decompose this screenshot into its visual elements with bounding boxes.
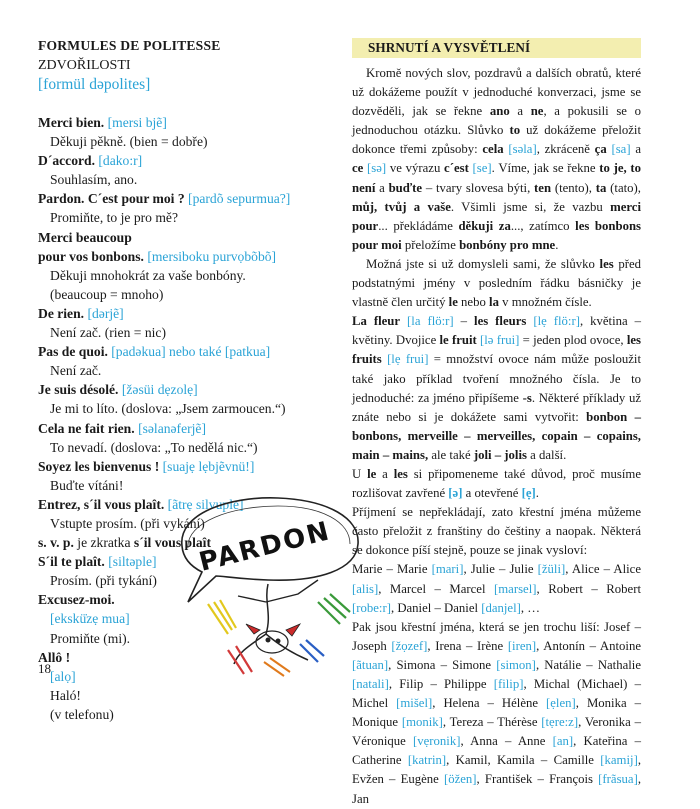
phrase-line: Pas de quoi. [padəkua] nebo také [patkua] (38, 344, 271, 360)
sign-text: PARDON (196, 516, 334, 578)
translation-line: Je mi to líto. (doslova: „Jsem zarmoucen.“) (50, 401, 286, 417)
translation-line: Prosím. (při tykání) (50, 573, 157, 589)
phrase-line: Je suis désolé. [žəsüi dẹzolẹ] (38, 382, 198, 398)
translation-line: Není zač. (50, 363, 102, 379)
phrase-line: Entrez, s´il vous plaît. [ãtrẹ silvuple] (38, 496, 244, 512)
translation-line: Není zač. (rien = nic) (50, 325, 166, 341)
ipa-line: [alọ] (50, 668, 76, 684)
translation-line: Haló! (50, 687, 81, 703)
paragraph: Pak jsou křestní jména, která se jen trochu liší: Josef – Joseph [žọzef], Irena – Irène [iren], Antonín – Antoine [ãtuan], Simona – Simone [simon], Natálie – Nathalie [natali], Filip – Philippe [filip], Michal (Michael) – Michel [mišel], Helena – Hélène [ẹlen], Monika – Monique [monik], Tereza – Thérèse [tẹre:z], Veronika – Véronique [vẹronik], Anna – Anne [an], Kateřina – Catherine [katrin], Kamil, Kamila – Camille [kamij], Evžen – Eugène [öžen], František – François [frãsua], Jan (352, 619, 642, 806)
section-heading-fr: FORMULES DE POLITESSE (38, 38, 221, 53)
phrase-line: Soyez les bienvenus ! [suajẹ lẹbjẽvnü!] (38, 458, 255, 474)
translation-line: Děkuji mnohokrát za vaše bonbóny. (50, 267, 246, 283)
pardon-sign-illustration (168, 484, 368, 679)
paragraph: U le a les si připomeneme také důvod, proč musíme rozlišovat zavřené [ə] a otevřené [ẹ]. (352, 466, 641, 501)
paragraph: Marie – Marie [mari], Julie – Julie [žüli], Alice – Alice [alis], Marcel – Marcel [marsel], Robert – Robert [robe:r], Daniel – Daniel [danjel], … (352, 562, 641, 615)
section-heading-ipa: [formül dəpolites] (38, 76, 151, 93)
paragraph: Možná jste si už domysleli sami, že slůvko les před podstatnými jmény v posledním řádku básničky je vlastně člen určitý le nebo la v množném čísle. (352, 256, 642, 310)
page-number: 18 (38, 661, 51, 676)
translation-line: (v telefonu) (50, 706, 114, 722)
phrase-line: pour vos bonbons. [mersiboku purvọbõbõ] (38, 248, 277, 264)
phrase-line: Cela ne fait rien. [sǝlanǝferjẽ] (38, 420, 206, 436)
phrase-line: D´accord. [dako:r] (38, 153, 143, 169)
paragraph: Kromě nových slov, pozdravů a dalších obratů, které už dokážeme použít v jednoduché konverzaci, jsme se dozvěděli, jak se řekne ano a ne, a pokusili se o jednoduchou otázku. Slůvko to už dokážeme přeložit dokonce třemi způsoby: cela [səla], zkráceně ça [sa] a ce [sə] ve výrazu c´est [se]. Víme, jak se řekne to je, to není a buďte – tvary slovesa býti, ten (tento), ta (tato), můj, tvůj a vaše. Všimli jsme si, že vazbu merci pour... překládáme děkuji za..., zatímco les bonbons pour moi přeložíme bonbóny pro mne. (352, 66, 642, 252)
translation-line: Souhlasím, ano. (50, 172, 138, 188)
ipa-line: [ekskü̇zẹ mua] (50, 611, 130, 627)
phrase-line: Allô ! (38, 649, 71, 665)
translation-line: Promiňte (mi). (50, 630, 131, 646)
translation-line: Buďte vítáni! (50, 477, 124, 493)
translation-line: (beaucoup = mnoho) (50, 286, 164, 302)
phrase-line: De rien. [dərjẽ] (38, 305, 124, 321)
phrase-line: s. v. p. je zkratka s´il vous plaît (38, 535, 211, 551)
translation-line: Děkuji pěkně. (bien = dobře) (50, 134, 208, 150)
phrase-line: Merci bien. [mersi bjẽ] (38, 115, 167, 130)
phrase-line: Excusez-moi. (38, 592, 115, 608)
paragraph: La fleur [la flö:r] – les fleurs [lẹ flö:r], květina – květiny. Dvojice le fruit [lə frui] = jeden plod ovoce, les fruits [lẹ frui] = množství ovoce nám může posloužit také jako příklad tvoření množného čísla. Je to jednoduché: za jméno připíšeme -s. Některé příklady už znáte nebo si je dokážete sami vytvořit: bonbon – bonbons, merveille – merveilles, copain – copains, main – mains, ale také joli – jolis a další. (352, 314, 642, 462)
summary-text (352, 64, 641, 809)
phrase-line: Merci beaucoup (38, 229, 132, 245)
translation-line: Promiňte, to je pro mě? (50, 210, 178, 226)
phrase-line: S´il te plaît. [siltəple] (38, 554, 157, 570)
section-heading-cz: ZDVOŘILOSTI (38, 58, 131, 73)
summary-heading: SHRNUTÍ A VYSVĚTLENÍ (352, 38, 641, 58)
translation-line: Vstupte prosím. (při vykání) (50, 515, 205, 531)
phrase-line: Pardon. C´est pour moi ? [pardõ sepurmua?] (38, 191, 291, 207)
right-column (352, 38, 641, 809)
paragraph: Příjmení se nepřekládají, zato křestní jména můžeme často přeložit z franštiny do češtiny a naopak. Některá se dokonce píší stejně, pouze se jinak vysloví: (352, 505, 641, 558)
translation-line: To nevadí. (doslova: „To nedělá nic.“) (50, 439, 258, 455)
